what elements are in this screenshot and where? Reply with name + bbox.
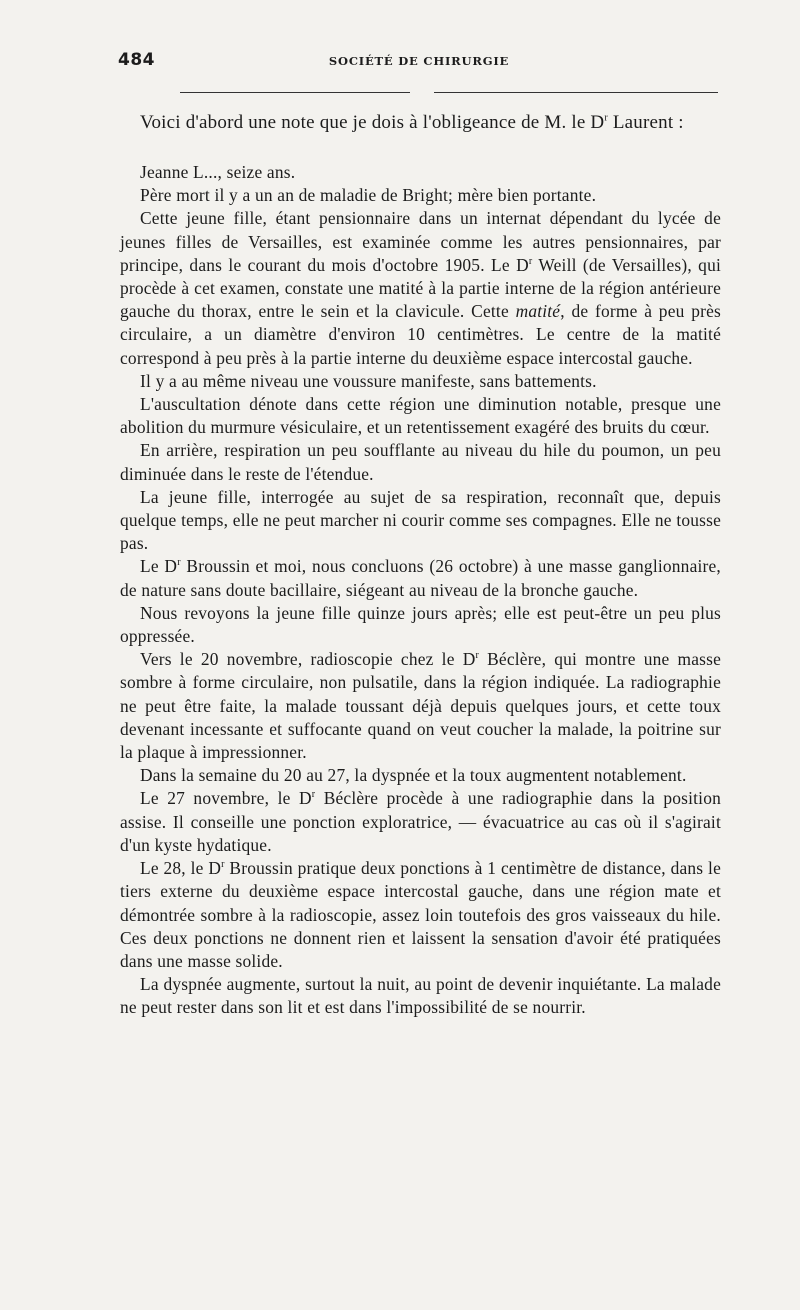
- superscript: r: [528, 256, 533, 268]
- intro-text: Voici d'abord une note que je dois à l'obligeance de M. le D: [140, 112, 605, 133]
- header-rule-left: [180, 92, 410, 93]
- paragraph-text: Le 27 novembre, le D: [140, 788, 312, 809]
- body-text: [120, 110, 721, 1020]
- italic-term: matité: [515, 301, 561, 322]
- paragraph: La dyspnée augmente, surtout la nuit, au point de devenir inquiétante. La malade ne peut rester dans son lit et est dans l'impossibilité de se nourrir.: [120, 974, 721, 1018]
- superscript: r: [177, 557, 181, 569]
- intro-paragraph: [120, 110, 721, 135]
- header-rule-right: [434, 92, 718, 93]
- superscript: r: [475, 650, 480, 662]
- running-title: SOCIÉTÉ DE CHIRURGIE: [328, 54, 510, 68]
- paragraph: La jeune fille, interrogée au sujet de sa respiration, reconnaît que, depuis quelque temps, elle ne peut marcher ni courir comme ses compagnes. Elle ne tousse pas.: [120, 486, 721, 554]
- paragraph-text: Weill (de Versailles), qui procède à cet examen, constate une matité à la partie interne de la région antérieure gauche du thorax, entre le sein et la clavicule. Cette: [120, 254, 722, 322]
- paragraph: Père mort il y a un an de maladie de Bright; mère bien portante.: [140, 185, 597, 206]
- paragraph: [120, 787, 721, 857]
- paragraph-text: Le D: [140, 556, 178, 577]
- paragraph: L'auscultation dénote dans cette région une diminution notable, presque une abolition du murmure vésiculaire, et un retentissement exagéré des bruits du cœur.: [120, 394, 721, 438]
- paragraph: Dans la semaine du 20 au 27, la dyspnée et la toux augmentent notablement.: [140, 765, 687, 786]
- paragraph: [120, 648, 721, 764]
- paragraph-text: Vers le 20 novembre, radioscopie chez le D: [140, 649, 476, 670]
- paragraph: Jeanne L..., seize ans.: [140, 162, 296, 182]
- superscript: r: [311, 789, 316, 801]
- paragraph-text: Le 28, le D: [140, 858, 222, 879]
- paragraph-text: Broussin et moi, nous concluons (26 octobre) à une masse ganglionnaire, de nature sans doute bacillaire, siégeant au niveau de la bronche gauche.: [120, 556, 721, 600]
- paragraph-text: Béclère, qui montre une masse sombre à forme circulaire, non pulsatile, dans la région indiquée. La radiographie ne peut être faite, la malade toussant déjà depuis quelques jours, et cette toux devenant incessante et suffocante quand on veut coucher la malade, la poitrine sur la plaque à impressionner.: [120, 649, 721, 763]
- paragraph: [120, 207, 721, 369]
- intro-text-end: Laurent :: [607, 112, 684, 133]
- paragraph-text: Broussin pratique deux ponctions à 1 centimètre de distance, dans le tiers externe du deuxième espace intercostal gauche, dans une région mate et démontrée sombre à la radioscopie, assez loin toutefois des gros vaisseaux du hile. Ces deux ponctions ne donnent rien et laissent la sensation d'avoir été pratiquées dans une masse solide.: [120, 858, 722, 971]
- page-header: [118, 50, 720, 76]
- paragraph: Nous revoyons la jeune fille quinze jours après; elle est peut-être un peu plus oppressée.: [120, 602, 721, 647]
- superscript: r: [604, 112, 608, 124]
- paragraph: [120, 857, 721, 973]
- paragraph-text: Cette jeune fille, étant pensionnaire dans un internat dépendant du lycée de jeunes filles de Versailles, est examinée comme les autres pensionnaires, par principe, dans le courant du mois d'octobre 1905. Le D: [120, 208, 721, 275]
- paragraph: [120, 555, 721, 601]
- paragraph-text: Béclère procède à une radiographie dans la position assise. Il conseille une ponction exploratrice, — évacuatrice au cas où il s'agirait d'un kyste hydatique.: [120, 788, 721, 855]
- superscript: r: [221, 859, 225, 871]
- paragraph-text: , de forme à peu près circulaire, a un diamètre d'environ 10 centimètres. Le centre de la matité correspond à peu près à la partie interne du deuxième espace intercostal gauche.: [120, 301, 721, 368]
- paragraph: Il y a au même niveau une voussure manifeste, sans battements.: [140, 370, 597, 391]
- paragraph: En arrière, respiration un peu soufflante au niveau du hile du poumon, un peu diminuée dans le reste de l'étendue.: [120, 440, 721, 484]
- page-number: 484: [118, 50, 155, 70]
